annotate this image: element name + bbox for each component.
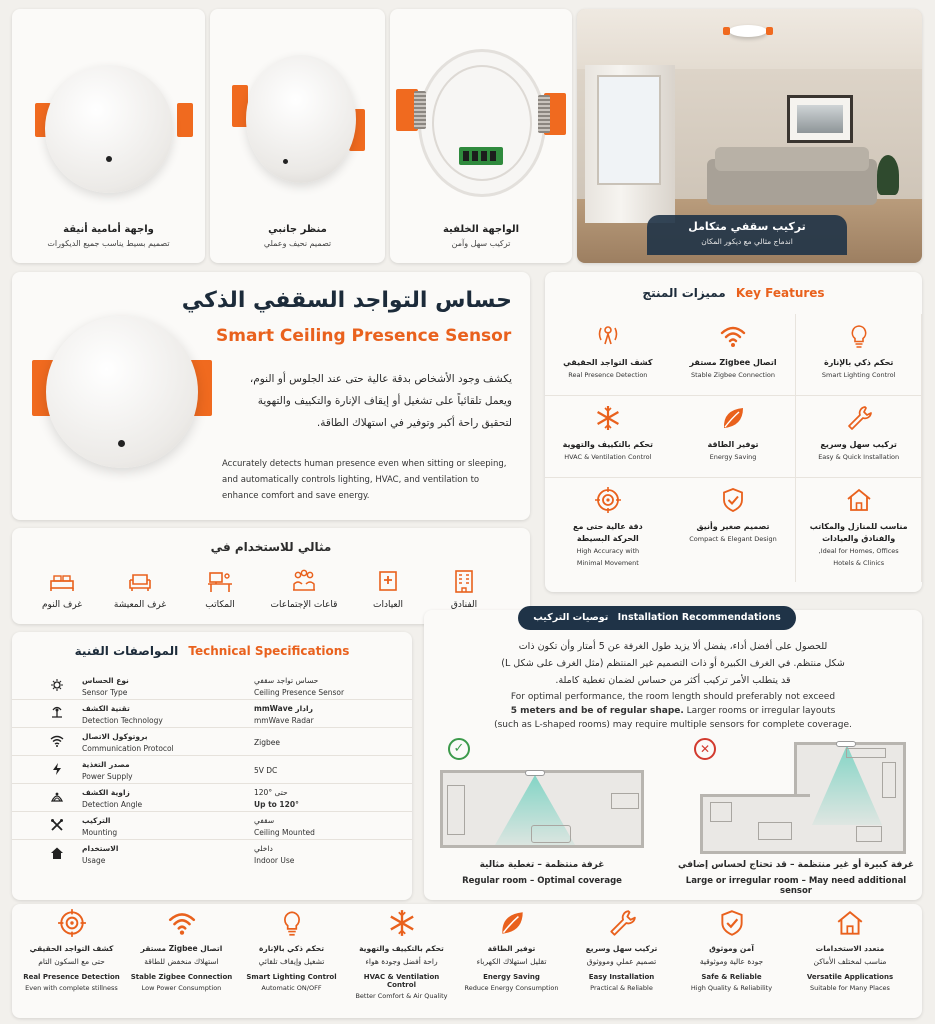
usage-item bbox=[434, 568, 494, 610]
room-photo-panel bbox=[577, 9, 922, 263]
house-icon bbox=[845, 486, 873, 514]
spec-row bbox=[12, 756, 412, 784]
spec-row bbox=[12, 784, 412, 812]
spec-value-ar: سقفي bbox=[254, 816, 275, 825]
spec-value-en: Indoor Use bbox=[254, 856, 295, 865]
bottom-feature bbox=[680, 908, 783, 992]
room-caption-title: تركيب سقفي متكامل bbox=[688, 220, 806, 233]
good-caption-ar: غرفة منتظمة – تغطية مثالية bbox=[479, 860, 605, 870]
bf-en-title: HVAC & Ventilation Control bbox=[363, 973, 440, 989]
spec-key-en: Communication Protocol bbox=[82, 744, 174, 753]
features-title-ar: مميزات المنتج bbox=[642, 286, 726, 300]
bf-ar-title: تركيب سهل وسريع bbox=[585, 944, 658, 953]
sensor-side-image bbox=[210, 9, 385, 214]
feature-en: Easy & Quick Installation bbox=[818, 453, 900, 461]
feature-item bbox=[545, 396, 671, 478]
spec-key-en: Detection Technology bbox=[82, 716, 163, 725]
install-en-line: (such as L-shaped rooms) may require multiple sensors for complete coverage. bbox=[494, 720, 852, 730]
bf-en-sub: Reduce Energy Consumption bbox=[464, 984, 559, 992]
bf-en-title: Versatile Applications bbox=[806, 973, 894, 981]
bottom-feature bbox=[20, 908, 123, 992]
sofa-icon bbox=[126, 568, 154, 594]
bf-en-title: Stable Zigbee Connection bbox=[130, 973, 233, 981]
product-desc-en bbox=[222, 456, 522, 504]
bf-en-title: Safe & Reliable bbox=[701, 973, 762, 981]
gallery-front-panel bbox=[12, 9, 205, 263]
feature-en: Energy Saving bbox=[709, 453, 757, 461]
usage-label: العيادات bbox=[372, 600, 404, 610]
target-icon bbox=[57, 908, 87, 938]
feature-en: Compact & Elegant Design bbox=[689, 535, 777, 543]
bf-ar-title: تحكم ذكي بالإنارة bbox=[258, 944, 325, 953]
bf-ar-sub: تصميم عملي ومووثوق bbox=[586, 957, 657, 966]
bulb-icon bbox=[277, 908, 307, 938]
leaf-icon bbox=[719, 404, 747, 432]
desc-ar-line: لتحقيق راحة أكبر وتوفير في استهلاك الطاقة. bbox=[316, 417, 512, 429]
target-icon bbox=[594, 486, 622, 514]
feature-item bbox=[671, 314, 797, 396]
wifi-icon bbox=[719, 322, 747, 350]
hotel-icon bbox=[450, 568, 478, 594]
tech-specs-panel bbox=[12, 632, 412, 900]
features-heading bbox=[545, 286, 922, 300]
spec-key-ar: التركيب bbox=[82, 816, 111, 825]
desc-ar-line: يكشف وجود الأشخاص بدقة عالية حتى عند الجلوس أو النوم، bbox=[249, 373, 512, 385]
spec-value: Zigbee bbox=[254, 738, 280, 747]
feature-ar: تركيب سهل وسريع bbox=[820, 440, 897, 449]
bottom-feature bbox=[570, 908, 673, 992]
features-grid bbox=[545, 314, 922, 582]
specs-title-ar: المواصفات الفنية bbox=[74, 644, 179, 658]
feature-ar: والفنادق والعيادات bbox=[822, 534, 896, 543]
spec-row bbox=[12, 728, 412, 756]
gallery-title: الواجهة الخلفية bbox=[442, 224, 520, 235]
features-title-en: Key Features bbox=[735, 286, 825, 300]
bf-en-sub: Practical & Reliable bbox=[590, 984, 653, 992]
usage-item bbox=[32, 568, 92, 610]
gallery-side-panel bbox=[210, 9, 385, 263]
bf-ar-sub: تقليل استهلاك الكهرباء bbox=[476, 957, 547, 966]
usage-item bbox=[108, 568, 172, 610]
feature-item bbox=[545, 314, 671, 396]
install-ar-line: شكل منتظم. في الغرف الكبيرة أو ذات التصميم غير المنتظم (مثل الغرف على شكل L) bbox=[501, 658, 845, 669]
install-en-line: For optimal performance, the room length should preferably not exceed bbox=[510, 692, 836, 702]
spec-key-en: Usage bbox=[82, 856, 106, 865]
usage-label: غرف المعيشة bbox=[113, 600, 167, 610]
sensor-hero-image bbox=[32, 312, 212, 472]
snowflake-icon bbox=[387, 908, 417, 938]
desc-en-line: Accurately detects human presence even when sitting or sleeping, bbox=[222, 459, 507, 469]
gallery-subtitle: تركيب سهل وآمن bbox=[451, 239, 511, 248]
gallery-title: واجهة أمامية أنيقة bbox=[63, 224, 154, 235]
bf-ar-title: متعدد الاستخدامات bbox=[815, 944, 885, 953]
feature-en: HVAC & Ventilation Control bbox=[564, 453, 652, 461]
product-title-ar: حساس التواجد السقفي الذكي bbox=[181, 288, 512, 313]
feature-ar: توفير الطاقة bbox=[707, 440, 759, 449]
wrench-icon bbox=[607, 908, 637, 938]
product-intro-panel bbox=[12, 272, 530, 520]
desc-en-line: enhance comfort and save energy. bbox=[222, 491, 370, 501]
bed-icon bbox=[48, 568, 76, 594]
spec-key-ar: نوع الحساس bbox=[82, 676, 129, 685]
spec-key-en: Detection Angle bbox=[82, 800, 143, 809]
spec-value: 5V DC bbox=[254, 766, 278, 775]
feature-item bbox=[796, 396, 922, 478]
feature-ar: كشف التواجد الحقيقي bbox=[563, 358, 653, 367]
check-icon: ✓ bbox=[448, 738, 470, 760]
wrench-icon bbox=[845, 404, 873, 432]
bulb-icon bbox=[845, 322, 873, 350]
wifi-icon bbox=[167, 908, 197, 938]
house-icon bbox=[835, 908, 865, 938]
shield-icon bbox=[717, 908, 747, 938]
bf-ar-title: تحكم بالتكييف والتهوية bbox=[359, 944, 444, 953]
spec-value-ar: حساس تواجد سقفي bbox=[254, 676, 319, 685]
install-text-ar bbox=[454, 638, 892, 689]
clinic-icon bbox=[374, 568, 402, 594]
feature-ar: دقة عالية حتى مع bbox=[573, 522, 643, 531]
feature-ar: اتصال Zigbee مستقر bbox=[689, 358, 777, 367]
feature-en: Real Presence Detection bbox=[568, 371, 648, 379]
bf-ar-sub: جودة عالية وموثوقية bbox=[699, 957, 764, 966]
product-desc-ar bbox=[212, 368, 512, 434]
spec-value-en: Ceiling Presence Sensor bbox=[254, 688, 345, 697]
bottom-feature bbox=[792, 908, 908, 992]
good-caption-en: Regular room – Optimal coverage bbox=[462, 876, 622, 886]
install-text-en bbox=[444, 690, 902, 732]
bf-ar-title: كشف التواجد الحقيقي bbox=[29, 944, 114, 953]
usage-title: مثالي للاستخدام في bbox=[210, 540, 332, 554]
spec-value-ar: داخلي bbox=[254, 844, 273, 853]
bf-en-title: Smart Lighting Control bbox=[246, 973, 337, 981]
feature-item bbox=[671, 478, 797, 582]
bf-ar-sub: استهلاك منخفض للطاقة bbox=[144, 957, 219, 966]
radar-icon bbox=[50, 706, 64, 720]
regular-room-diagram bbox=[440, 770, 644, 848]
bottom-feature bbox=[240, 908, 343, 992]
badge-en: Installation Recommendations bbox=[617, 612, 781, 623]
spec-row bbox=[12, 700, 412, 728]
shield-icon bbox=[719, 486, 747, 514]
badge-ar: توصيات التركيب bbox=[533, 612, 609, 623]
bf-ar-sub: حتى مع السكون التام bbox=[38, 957, 105, 966]
feature-en: Smart Lighting Control bbox=[821, 371, 896, 379]
spec-key-ar: بروتوكول الاتصال bbox=[82, 732, 148, 741]
feature-en: Hotels & Clinics bbox=[833, 559, 885, 567]
gallery-back-panel bbox=[390, 9, 572, 263]
angle-icon bbox=[50, 790, 64, 804]
bf-en-sub: Automatic ON/OFF bbox=[261, 984, 322, 992]
feature-item bbox=[545, 478, 671, 582]
spec-key-ar: تقنية الكشف bbox=[82, 704, 130, 713]
feature-en: Minimal Movement bbox=[576, 559, 639, 567]
spec-value-ar: mmWave رادار bbox=[254, 704, 313, 713]
bf-ar-title: توفير الطاقة bbox=[487, 944, 536, 953]
bf-ar-title: اتصال Zigbee مستقر bbox=[140, 944, 223, 953]
installation-panel bbox=[424, 610, 922, 900]
spec-row bbox=[12, 672, 412, 700]
install-ar-line: للحصول على أفضل أداء، يفضل ألا يزيد طول الغرفة عن 5 أمتار وأن تكون ذات bbox=[518, 641, 828, 652]
feature-item bbox=[796, 314, 922, 396]
gallery-subtitle: تصميم بسيط يناسب جميع الديكورات bbox=[47, 239, 170, 248]
usage-label: قاعات الإجتماعات bbox=[270, 600, 338, 610]
bf-en-sub: High Quality & Reliability bbox=[690, 984, 773, 992]
tools-icon bbox=[50, 818, 64, 832]
bf-en-sub: Suitable for Many Places bbox=[810, 984, 890, 992]
meeting-icon bbox=[290, 568, 318, 594]
spec-key-ar: الاستخدام bbox=[82, 844, 119, 853]
presence-icon bbox=[594, 322, 622, 350]
bf-en-sub: Even with complete stillness bbox=[25, 984, 118, 992]
leaf-icon bbox=[497, 908, 527, 938]
desc-en-line: and automatically controls lighting, HVAC, and ventilation to bbox=[222, 475, 480, 485]
snowflake-icon bbox=[594, 404, 622, 432]
feature-en: High Accuracy with bbox=[576, 547, 640, 555]
room-caption-subtitle: اندماج مثالي مع ديكور المكان bbox=[701, 237, 793, 246]
room-caption bbox=[647, 215, 847, 255]
bf-ar-title: آمن وموثوق bbox=[709, 944, 754, 953]
usage-label: غرف النوم bbox=[41, 600, 83, 610]
spec-row bbox=[12, 812, 412, 840]
install-en-bold: 5 meters and be of regular shape. bbox=[510, 706, 684, 716]
gallery-subtitle: تصميم نحيف وعملي bbox=[263, 239, 332, 248]
spec-key-ar: زاوية الكشف bbox=[82, 788, 130, 797]
bf-ar-sub: تشغيل وإيقاف تلقائي bbox=[258, 957, 325, 966]
spec-key-en: Sensor Type bbox=[82, 688, 128, 697]
sensor-front-image bbox=[12, 9, 205, 214]
specs-title-en: Technical Specifications bbox=[188, 644, 350, 658]
installation-badge bbox=[518, 606, 796, 630]
spec-value-en: mmWave Radar bbox=[254, 716, 314, 725]
feature-ar: تحكم ذكي بالإنارة bbox=[823, 358, 894, 367]
gallery-title: منظر جانبي bbox=[268, 224, 327, 235]
feature-ar: تحكم بالتكييف والتهوية bbox=[562, 440, 654, 449]
spec-row bbox=[12, 840, 412, 868]
bolt-icon bbox=[50, 762, 64, 776]
specs-heading bbox=[12, 644, 412, 658]
feature-ar: الحركة البسيطة bbox=[576, 534, 639, 543]
cross-icon: ✕ bbox=[694, 738, 716, 760]
install-en-line: Larger rooms or irregular layouts bbox=[686, 706, 836, 716]
spec-key-en: Power Supply bbox=[82, 772, 133, 781]
usage-item bbox=[190, 568, 250, 610]
bottom-feature bbox=[130, 908, 233, 992]
wifi-icon bbox=[50, 734, 64, 748]
usage-item bbox=[358, 568, 418, 610]
spec-value-en: Up to 120° bbox=[254, 800, 299, 809]
bf-ar-sub: راحة أفضل وجودة هواء bbox=[365, 957, 438, 966]
spec-key-en: Mounting bbox=[82, 828, 118, 837]
feature-ar: تصميم صغير وأنيق bbox=[696, 522, 770, 531]
product-title-en: Smart Ceiling Presence Sensor bbox=[216, 326, 512, 346]
sensor-icon bbox=[50, 678, 64, 692]
spec-key-ar: مصدر التغذية bbox=[82, 760, 130, 769]
usage-label: المكاتب bbox=[205, 600, 235, 610]
desk-icon bbox=[206, 568, 234, 594]
key-features-panel bbox=[545, 272, 922, 592]
feature-en: Stable Zigbee Connection bbox=[691, 371, 776, 379]
home-icon bbox=[50, 846, 64, 860]
bf-en-sub: Low Power Consumption bbox=[141, 984, 222, 992]
irregular-room-diagram bbox=[700, 742, 906, 856]
desc-ar-line: ويعمل تلقائياً على تشغيل أو إيقاف الإنارة والتكييف والتهوية bbox=[257, 395, 512, 407]
feature-ar: مناسب للمنازل والمكاتب bbox=[809, 522, 908, 531]
sensor-back-image bbox=[390, 9, 572, 214]
bf-en-title: Easy Installation bbox=[588, 973, 655, 981]
bf-ar-sub: مناسب لمختلف الأماكن bbox=[813, 957, 887, 966]
bf-en-title: Energy Saving bbox=[483, 973, 540, 981]
bf-en-title: Real Presence Detection bbox=[23, 973, 120, 981]
feature-en: Ideal for Homes, Offices, bbox=[818, 547, 899, 555]
usage-label: الفنادق bbox=[450, 600, 478, 610]
feature-item bbox=[796, 478, 922, 582]
install-ar-line: قد يتطلب الأمر تركيب أكثر من حساس لضمان تغطية كاملة. bbox=[555, 675, 791, 686]
feature-item bbox=[671, 396, 797, 478]
bad-caption-en: Large or irregular room – May need additional sensor bbox=[685, 876, 907, 896]
bf-en-sub: Better Comfort & Air Quality bbox=[355, 992, 448, 1000]
bottom-feature bbox=[460, 908, 563, 992]
spec-value-ar: حتى °120 bbox=[254, 788, 288, 797]
bottom-feature bbox=[350, 908, 453, 1000]
bad-caption-ar: غرفة كبيرة أو غير منتظمة – قد تحتاج لحساس إضافي bbox=[677, 860, 915, 870]
spec-value-en: Ceiling Mounted bbox=[254, 828, 315, 837]
usage-item bbox=[264, 568, 344, 610]
